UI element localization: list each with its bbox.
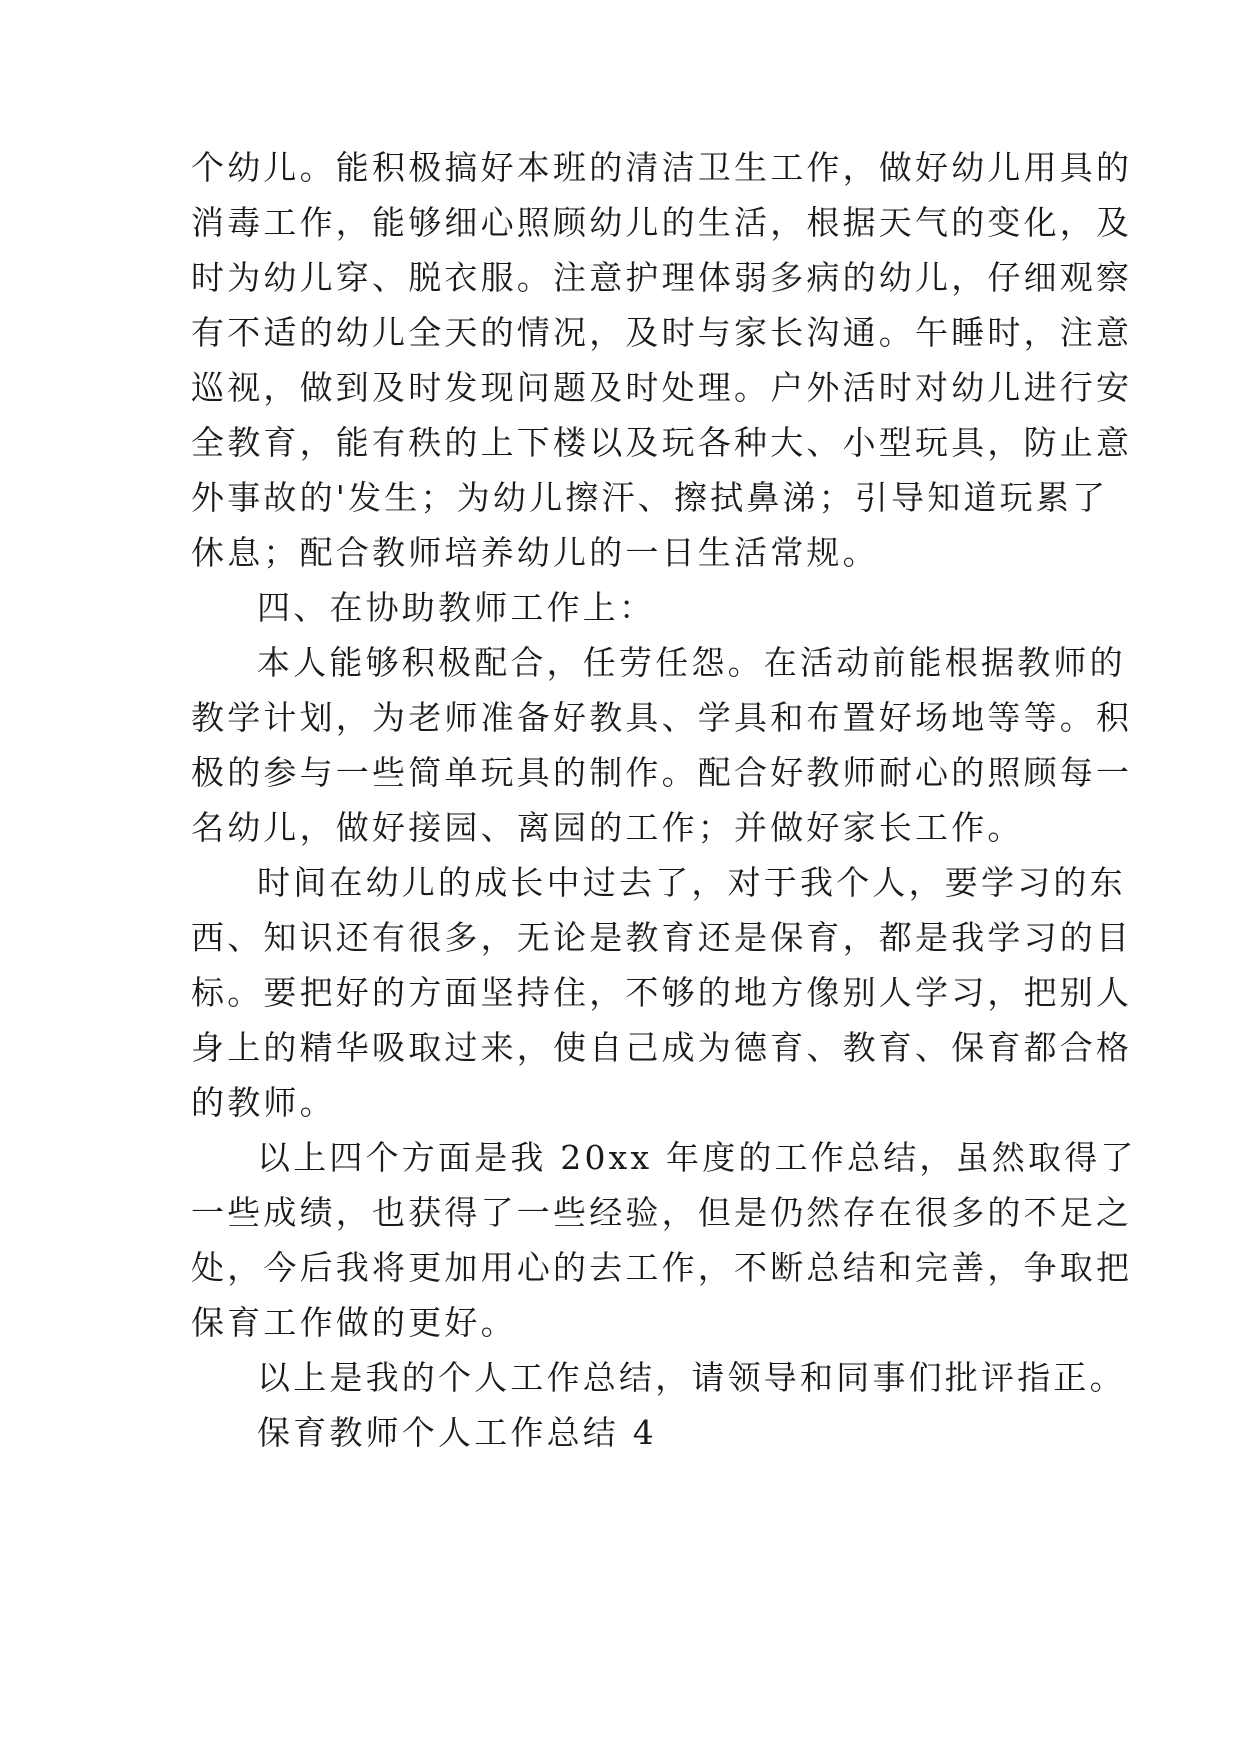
section-title: 保育教师个人工作总结 4 xyxy=(257,1413,657,1452)
text-line: 的教师。 xyxy=(191,1083,336,1122)
text-line: 一些成绩，也获得了一些经验，但是仍然存在很多的不足之 xyxy=(191,1193,1133,1232)
text-line: 全教育，能有秩的上下楼以及玩各种大、小型玩具，防止意 xyxy=(191,423,1133,462)
text-line: 保育工作做的更好。 xyxy=(191,1303,517,1342)
text-line: 本人能够积极配合，任劳任怨。在活动前能根据教师的 xyxy=(257,643,1126,682)
text-line: 时为幼儿穿、脱衣服。注意护理体弱多病的幼儿，仔细观察 xyxy=(191,258,1133,297)
text-line: 名幼儿，做好接园、离园的工作；并做好家长工作。 xyxy=(191,808,1024,847)
text-line: 时间在幼儿的成长中过去了，对于我个人，要学习的东 xyxy=(257,863,1126,902)
text-line: 身上的精华吸取过来，使自己成为德育、教育、保育都合格 xyxy=(191,1028,1133,1067)
text-line: 以上四个方面是我 20xx 年度的工作总结，虽然取得了 xyxy=(257,1138,1137,1177)
text-line: 教学计划，为老师准备好教具、学具和布置好场地等等。积 xyxy=(191,698,1133,737)
text-line: 有不适的幼儿全天的情况，及时与家长沟通。午睡时，注意 xyxy=(191,313,1133,352)
text-line: 消毒工作，能够细心照顾幼儿的生活，根据天气的变化，及 xyxy=(191,203,1133,242)
text-line: 以上是我的个人工作总结，请领导和同事们批评指正。 xyxy=(257,1358,1126,1397)
text-line: 巡视，做到及时发现问题及时处理。户外活时对幼儿进行安 xyxy=(191,368,1133,407)
text-line: 西、知识还有很多，无论是教育还是保育，都是我学习的目 xyxy=(191,918,1133,957)
text-line: 标。要把好的方面坚持住，不够的地方像别人学习，把别人 xyxy=(191,973,1133,1012)
text-line: 休息；配合教师培养幼儿的一日生活常规。 xyxy=(191,533,879,572)
section-heading: 四、在协助教师工作上： xyxy=(257,588,656,627)
text-line: 外事故的'发生；为幼儿擦汗、擦拭鼻涕；引导知道玩累了 xyxy=(191,478,1109,517)
text-line: 个幼儿。能积极搞好本班的清洁卫生工作，做好幼儿用具的 xyxy=(191,148,1133,187)
text-line: 处，今后我将更加用心的去工作，不断总结和完善，争取把 xyxy=(191,1248,1133,1287)
text-line: 极的参与一些简单玩具的制作。配合好教师耐心的照顾每一 xyxy=(191,753,1133,792)
